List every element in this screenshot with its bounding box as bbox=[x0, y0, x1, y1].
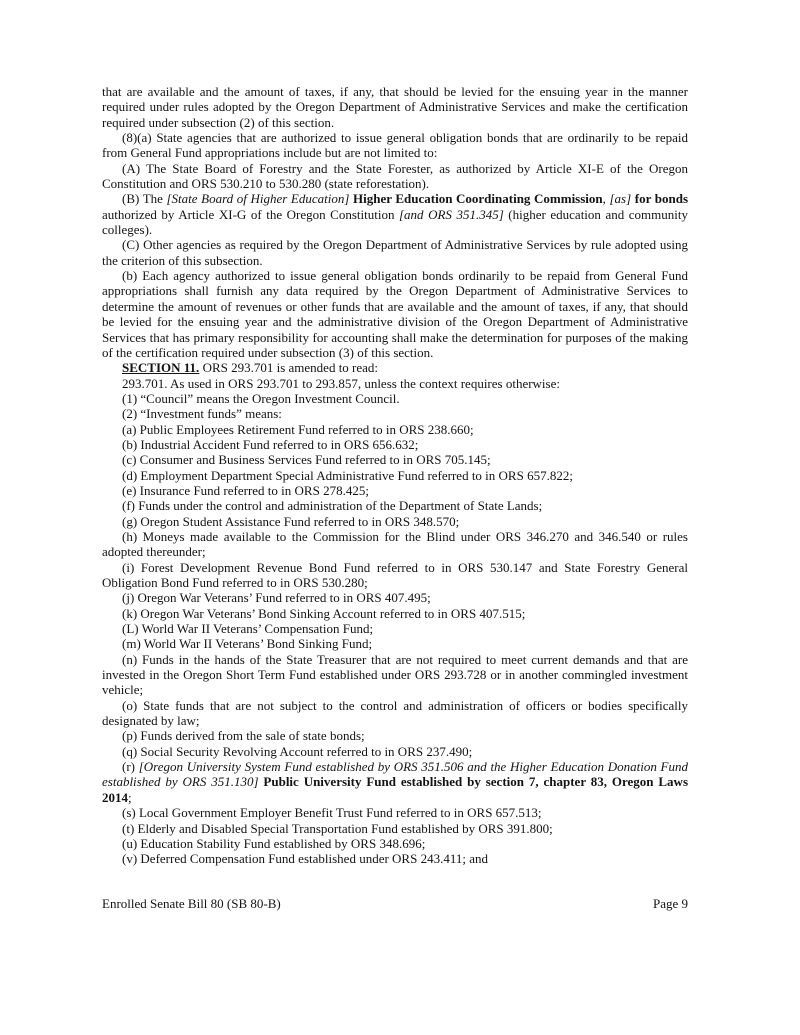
paragraph bbox=[102, 483, 688, 498]
paragraph bbox=[102, 759, 688, 805]
paragraph bbox=[102, 606, 688, 621]
text-segment: (a) Public Employees Retirement Fund referred to in ORS 238.660; bbox=[122, 421, 474, 437]
text-segment: (t) Elderly and Disabled Special Transportation Fund established by ORS 391.800; bbox=[122, 820, 553, 836]
text-segment: (B) The bbox=[122, 191, 167, 207]
text-segment: (b) Industrial Accident Fund referred to in ORS 656.632; bbox=[122, 436, 419, 452]
paragraph bbox=[102, 728, 688, 743]
text-segment: [and ORS 351.345] bbox=[398, 206, 504, 222]
text-segment: authorized by Article XI-G of the Oregon Constitution bbox=[102, 206, 399, 222]
text-segment: (n) Funds in the hands of the State Treasurer that are not required to meet current demands and that are invested in the Oregon Short Term Fund established under ORS 293.728 or in another commingled investment vehicle; bbox=[102, 651, 688, 698]
paragraph bbox=[102, 191, 688, 237]
text-segment: [Oregon University System Fund established by ORS 351.506 and the Higher Education Donation Fund established by ORS 351.130] bbox=[102, 759, 688, 790]
paragraph bbox=[102, 360, 688, 375]
page-footer bbox=[102, 896, 688, 911]
text-segment: (s) Local Government Employer Benefit Trust Fund referred to in ORS 657.513; bbox=[122, 805, 542, 821]
text-segment: (8)(a) State agencies that are authorized to issue general obligation bonds that are ordinarily to be repaid from General Fund appropriations include but are not limited to: bbox=[102, 130, 688, 161]
paragraph bbox=[102, 851, 688, 866]
paragraph bbox=[102, 406, 688, 421]
paragraph bbox=[102, 376, 688, 391]
text-segment: [as] bbox=[609, 191, 632, 207]
paragraph bbox=[102, 437, 688, 452]
text-segment: ORS 293.701 is amended to read: bbox=[199, 360, 379, 376]
text-segment: (f) Funds under the control and administration of the Department of State Lands; bbox=[122, 498, 543, 514]
paragraph bbox=[102, 698, 688, 729]
paragraph bbox=[102, 621, 688, 636]
text-segment: (j) Oregon War Veterans’ Fund referred to in ORS 407.495; bbox=[122, 590, 431, 606]
bill-text bbox=[102, 84, 688, 867]
paragraph bbox=[102, 237, 688, 268]
text-segment: 293.701. As used in ORS 293.701 to 293.857, unless the context requires otherwise: bbox=[122, 375, 560, 391]
paragraph bbox=[102, 514, 688, 529]
text-segment: (o) State funds that are not subject to the control and administration of officers or bodies specifically designated by law; bbox=[102, 697, 688, 729]
text-segment: (k) Oregon War Veterans’ Bond Sinking Account referred to in ORS 407.515; bbox=[122, 605, 526, 621]
paragraph bbox=[102, 468, 688, 483]
text-segment: (higher education and community colleges). bbox=[102, 206, 688, 238]
text-segment: Public University Fund established by section 7, chapter 83, Oregon Laws 2014 bbox=[102, 774, 689, 805]
text-segment: (m) World War II Veterans’ Bond Sinking Fund; bbox=[122, 636, 373, 652]
footer-bill-title: Enrolled Senate Bill 80 (SB 80-B) bbox=[102, 896, 281, 911]
text-segment: [State Board of Higher Education] bbox=[166, 191, 350, 207]
paragraph bbox=[102, 529, 688, 560]
paragraph bbox=[102, 498, 688, 513]
text-segment: (d) Employment Department Special Administrative Fund referred to in ORS 657.822; bbox=[122, 467, 573, 483]
text-segment: (v) Deferred Compensation Fund established under ORS 243.411; and bbox=[122, 851, 488, 867]
text-segment: , bbox=[602, 191, 610, 207]
paragraph bbox=[102, 805, 688, 820]
paragraph bbox=[102, 636, 688, 651]
text-segment: (g) Oregon Student Assistance Fund referred to in ORS 348.570; bbox=[122, 513, 460, 529]
text-segment: (A) The State Board of Forestry and the State Forester, as authorized by Article XI-E of the Oregon Constitution and ORS 530.210 to 530.280 (state reforestation). bbox=[102, 160, 688, 192]
paragraph bbox=[102, 161, 688, 192]
text-segment: (h) Moneys made available to the Commission for the Blind under ORS 346.270 and 346.540 or rules adopted thereunder; bbox=[102, 528, 688, 560]
text-segment: for bonds bbox=[634, 191, 689, 207]
text-segment: (L) World War II Veterans’ Compensation Fund; bbox=[122, 621, 374, 637]
text-segment: (p) Funds derived from the sale of state bonds; bbox=[122, 728, 365, 744]
text-segment: (e) Insurance Fund referred to in ORS 278.425; bbox=[122, 482, 369, 498]
paragraph bbox=[102, 560, 688, 591]
text-segment: (i) Forest Development Revenue Bond Fund referred to in ORS 530.147 and State Forestry General Obligation Bond Fund referred to in ORS 530.280; bbox=[102, 559, 688, 590]
paragraph bbox=[102, 821, 688, 836]
paragraph bbox=[102, 836, 688, 851]
paragraph bbox=[102, 652, 688, 698]
text-segment: (2) “Investment funds” means: bbox=[122, 406, 282, 422]
paragraph bbox=[102, 422, 688, 437]
footer-page-number: Page 9 bbox=[652, 896, 688, 911]
text-segment: (1) “Council” means the Oregon Investment Council. bbox=[122, 390, 400, 406]
text-segment: (u) Education Stability Fund established by ORS 348.696; bbox=[122, 835, 426, 851]
text-segment: (C) Other agencies as required by the Oregon Department of Administrative Services by rule adopted using the criterion of this subsection. bbox=[102, 237, 688, 268]
text-segment: (b) Each agency authorized to issue general obligation bonds ordinarily to be repaid from General Fund appropriations shall furnish any data required by the Oregon Department of Administrative Services to determine the amount of revenues or other funds that are available and the amount of taxes, if any, that should be levied for the ensuing year and the administrative division of the Oregon Department of Administrative Services that has primary responsibility for accounting shall make the determination for purposes of the making of the certification required under subsection (3) of this section. bbox=[102, 268, 688, 360]
paragraph bbox=[102, 452, 688, 467]
paragraph bbox=[102, 391, 688, 406]
text-segment: (c) Consumer and Business Services Fund referred to in ORS 705.145; bbox=[122, 452, 491, 468]
section-heading: SECTION 11. bbox=[122, 360, 200, 376]
paragraph bbox=[102, 84, 688, 130]
paragraph bbox=[102, 130, 688, 161]
text-segment: ; bbox=[128, 789, 132, 805]
text-segment: that are available and the amount of taxes, if any, that should be levied for the ensuing year in the manner required under rules adopted by the Oregon Department of Administrative Services and make the certification required under subsection (2) of this section. bbox=[102, 84, 688, 130]
paragraph bbox=[102, 744, 688, 759]
text-segment: (q) Social Security Revolving Account referred to in ORS 237.490; bbox=[122, 743, 473, 759]
paragraph bbox=[102, 590, 688, 605]
paragraph bbox=[102, 268, 688, 360]
text-segment: Higher Education Coordinating Commission bbox=[353, 191, 603, 207]
text-segment: (r) bbox=[122, 759, 139, 775]
